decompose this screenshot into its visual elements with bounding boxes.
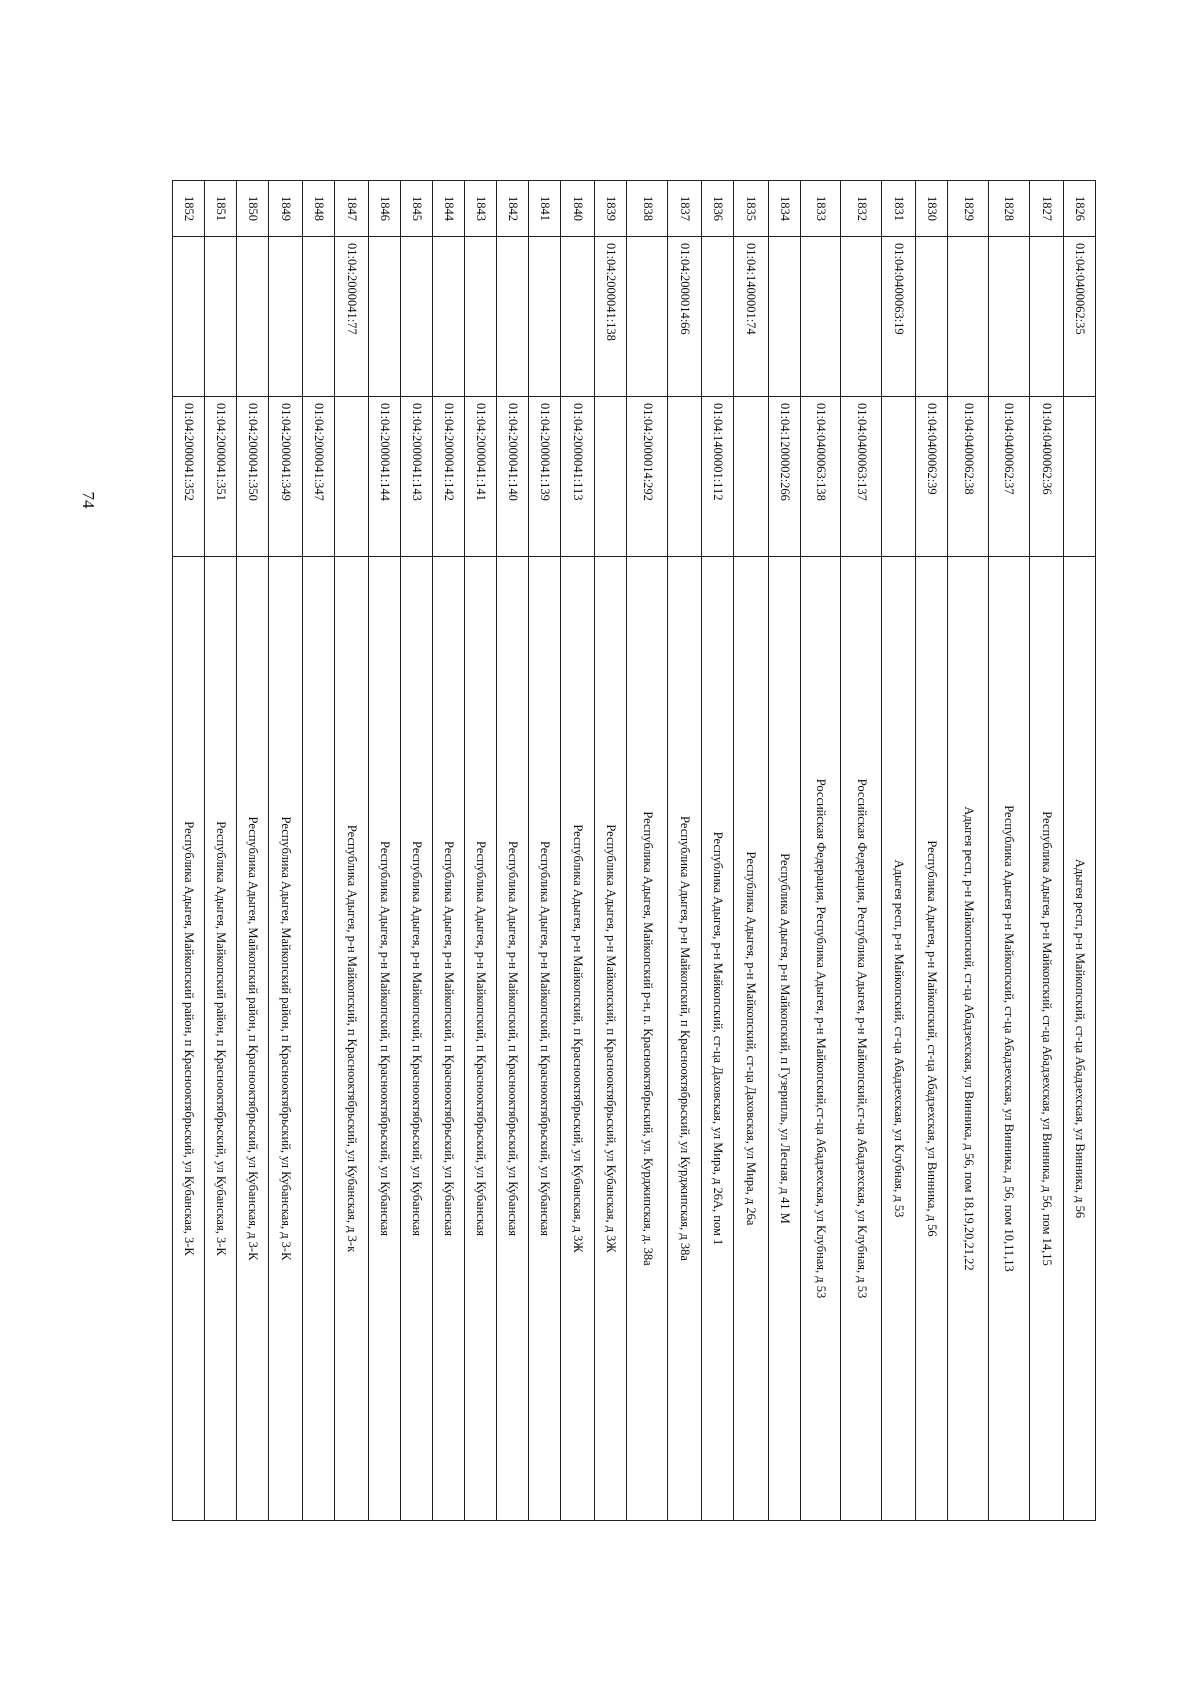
row-number: 1847 [335, 181, 369, 237]
table-row [465, 181, 497, 1521]
cadastral-number-parent [173, 237, 205, 397]
cadastral-number-parent [369, 237, 401, 397]
table-row [173, 181, 205, 1521]
cadastral-number-parent [237, 237, 269, 397]
cadastral-number-parent [989, 237, 1030, 397]
cadastral-number [595, 397, 627, 557]
table-row [948, 181, 989, 1521]
address: Республика Адыгея, р-н Майкопский, п Гузерипль, ул Лесная, д 41 М [768, 557, 800, 1521]
cadastral-number: 01:04:2000041:140 [497, 397, 529, 557]
cadastral-number-parent [561, 237, 595, 397]
table-row [989, 181, 1030, 1521]
cadastral-number [335, 397, 369, 557]
cadastral-number-parent [841, 237, 882, 397]
table-row [627, 181, 668, 1521]
row-number: 1850 [237, 181, 269, 237]
cadastral-number: 01:04:2000041:139 [529, 397, 561, 557]
cadastral-number-parent [497, 237, 529, 397]
cadastral-number-parent [465, 237, 497, 397]
cadastral-number-parent [205, 237, 237, 397]
table-row [369, 181, 401, 1521]
cadastral-number-parent [1029, 237, 1063, 397]
address: Республика Адыгея, р-н Майкопский, п Краснооктябрьский, ул Курджипская, д 38а [668, 557, 702, 1521]
cadastral-number: 01:04:0400062:38 [948, 397, 989, 557]
table-row [335, 181, 369, 1521]
row-number: 1830 [916, 181, 948, 237]
table-row [768, 181, 800, 1521]
address: Республика Адыгея, р-н Майкопский, п Краснооктябрьский, ул Кубанская, д 3-к [335, 557, 369, 1521]
row-number: 1840 [561, 181, 595, 237]
cadastral-number-parent [627, 237, 668, 397]
address: Республика Адыгея р-н Майкопский, ст-ца Абадзехская, ул Винника, д 56, пом 10,11,13 [989, 557, 1030, 1521]
cadastral-number [882, 397, 916, 557]
cadastral-number: 01:04:2000041:350 [237, 397, 269, 557]
address: Республика Адыгея, р-н Майкопский, п Краснооктябрьский, ул Кубанская [433, 557, 465, 1521]
cadastral-number: 01:04:2000041:113 [561, 397, 595, 557]
address: Республика Адыгея, р-н Майкопский, ст-ца Даховская, ул Мира, д 26а [734, 557, 768, 1521]
cadastral-number-parent [303, 237, 335, 397]
address: Российская Федерация, Республика Адыгея, р-н Майкопский,ст-ца Абадзехская, ул Клубная, д 53 [800, 557, 841, 1521]
cadastral-number: 01:04:2000041:144 [369, 397, 401, 557]
row-number: 1837 [668, 181, 702, 237]
row-number: 1835 [734, 181, 768, 237]
cadastral-number-parent [948, 237, 989, 397]
cadastral-number: 01:04:2000041:142 [433, 397, 465, 557]
cadastral-number-parent [800, 237, 841, 397]
cadastral-number-parent [269, 237, 303, 397]
address: Адыгея респ, р-н Майкопский, ст-ца Абадзехская, ул Винника, д 56, пом 18,19,20,21,22 [948, 557, 989, 1521]
address: Республика Адыгея, р-н Майкопский, п Краснооктябрьский, ул Кубанская [529, 557, 561, 1521]
row-number: 1827 [1029, 181, 1063, 237]
row-number: 1851 [205, 181, 237, 237]
cadastral-number-parent [768, 237, 800, 397]
row-number: 1828 [989, 181, 1030, 237]
cadastral-number: 01:04:0400063:137 [841, 397, 882, 557]
address: Республика Адыгея, Майкопский район, п Краснооктябрьский, ул Кубанская, 3-К [205, 557, 237, 1521]
cadastral-number-parent [401, 237, 433, 397]
table-row [668, 181, 702, 1521]
cadastral-number-parent: 01:04:2000041:77 [335, 237, 369, 397]
address: Республика Адыгея, р-н Майкопский, п Краснооктябрьский, ул Кубанская, д 3Ж [561, 557, 595, 1521]
address: Российская Федерация, Республика Адыгея, р-н Майкопский,ст-ца Абадзехская, ул Клубная, д 53 [841, 557, 882, 1521]
registry-table-wrapper [172, 180, 1096, 1520]
cadastral-number: 01:04:2000041:349 [269, 397, 303, 557]
cadastral-number: 01:04:2000041:351 [205, 397, 237, 557]
row-number: 1844 [433, 181, 465, 237]
cadastral-number: 01:04:0400062:36 [1029, 397, 1063, 557]
row-number: 1829 [948, 181, 989, 237]
cadastral-number-parent: 01:04:2000041:138 [595, 237, 627, 397]
table-row [401, 181, 433, 1521]
row-number: 1841 [529, 181, 561, 237]
page-number: 74 [79, 491, 98, 509]
row-number: 1832 [841, 181, 882, 237]
address: Республика Адыгея, р-н Майкопский, п Краснооктябрьский, ул Кубанская, д 3Ж [595, 557, 627, 1521]
row-number: 1842 [497, 181, 529, 237]
row-number: 1845 [401, 181, 433, 237]
row-number: 1836 [702, 181, 734, 237]
address: Республика Адыгея, Майкопский район, п Краснооктябрьский, ул Кубанская, д 3-К [237, 557, 269, 1521]
address: Республика Адыгея, Майкопский район, п Краснооктябрьский, ул Кубанская, 3-К [173, 557, 205, 1521]
row-number: 1849 [269, 181, 303, 237]
cadastral-number-parent [702, 237, 734, 397]
table-row [841, 181, 882, 1521]
row-number: 1846 [369, 181, 401, 237]
address: Республика Адыгея, р-н Майкопский, п Краснооктябрьский, ул Кубанская [369, 557, 401, 1521]
cadastral-number [734, 397, 768, 557]
address: Республика Адыгея, р-н Майкопский, п Краснооктябрьский, ул Кубанская [465, 557, 497, 1521]
table-row [702, 181, 734, 1521]
table-row [595, 181, 627, 1521]
table-row [497, 181, 529, 1521]
cadastral-number [668, 397, 702, 557]
address: Адыгея респ, р-н Майкопский, ст-ца Абадзехская, ул Клубная, д 53 [882, 557, 916, 1521]
table-row [882, 181, 916, 1521]
cadastral-number: 01:04:2000041:143 [401, 397, 433, 557]
row-number: 1831 [882, 181, 916, 237]
row-number: 1826 [1064, 181, 1096, 237]
cadastral-number: 01:04:1200002:266 [768, 397, 800, 557]
table-row [734, 181, 768, 1521]
cadastral-number-parent: 01:04:2000014:66 [668, 237, 702, 397]
table-row [303, 181, 335, 1521]
address: Адыгея респ, р-н Майкопский, ст-ца Абадзехская, ул Винника, д 56 [1064, 557, 1096, 1521]
row-number: 1839 [595, 181, 627, 237]
cadastral-number: 01:04:0400063:138 [800, 397, 841, 557]
table-row [561, 181, 595, 1521]
address: Республика Адыгея, р-н Майкопский, п Краснооктябрьский, ул Кубанская [497, 557, 529, 1521]
address: Республика Адыгея, р-н Майкопский, ст-ца Абадзехская, ул Винника, д 56, пом 14,15 [1029, 557, 1063, 1521]
address: Республика Адыгея, р-н Майкопский, п Краснооктябрьский, ул Кубанская [401, 557, 433, 1521]
cadastral-number: 01:04:2000041:347 [303, 397, 335, 557]
registry-table-body [173, 181, 1096, 1521]
address [303, 557, 335, 1521]
table-row [433, 181, 465, 1521]
table-row [800, 181, 841, 1521]
cadastral-number-parent [433, 237, 465, 397]
table-row [1029, 181, 1063, 1521]
table-row [205, 181, 237, 1521]
cadastral-number: 01:04:2000041:141 [465, 397, 497, 557]
cadastral-number-parent: 01:04:1400001:74 [734, 237, 768, 397]
cadastral-number: 01:04:0400062:37 [989, 397, 1030, 557]
cadastral-number-parent: 01:04:0400062:35 [1064, 237, 1096, 397]
address: Республика Адыгея, Майкопский р-н, п. Краснооктябрьский, ул. Курджипская, д. 38а [627, 557, 668, 1521]
row-number: 1848 [303, 181, 335, 237]
cadastral-number-parent: 01:04:0400063:19 [882, 237, 916, 397]
cadastral-number-parent [916, 237, 948, 397]
row-number: 1852 [173, 181, 205, 237]
registry-table [172, 180, 1096, 1521]
table-row [269, 181, 303, 1521]
cadastral-number-parent [529, 237, 561, 397]
row-number: 1843 [465, 181, 497, 237]
table-row [237, 181, 269, 1521]
row-number: 1834 [768, 181, 800, 237]
row-number: 1833 [800, 181, 841, 237]
cadastral-number [1064, 397, 1096, 557]
cadastral-number: 01:04:2000014:292 [627, 397, 668, 557]
table-row [1064, 181, 1096, 1521]
cadastral-number: 01:04:2000041:352 [173, 397, 205, 557]
address: Республика Адыгея, Майкопский район, п Краснооктябрьский, ул Кубанская, д 3-К [269, 557, 303, 1521]
address: Республика Адыгея, р-н Майкопский, ст-ца Даховская, ул Мира, д 26А, пом 1 [702, 557, 734, 1521]
cadastral-number: 01:04:0400062:39 [916, 397, 948, 557]
table-row [529, 181, 561, 1521]
table-row [916, 181, 948, 1521]
address: Республика Адыгея, р-н Майкопский, ст-ца Абадзехская, ул Винника, д 56 [916, 557, 948, 1521]
row-number: 1838 [627, 181, 668, 237]
cadastral-number: 01:04:1400001:112 [702, 397, 734, 557]
